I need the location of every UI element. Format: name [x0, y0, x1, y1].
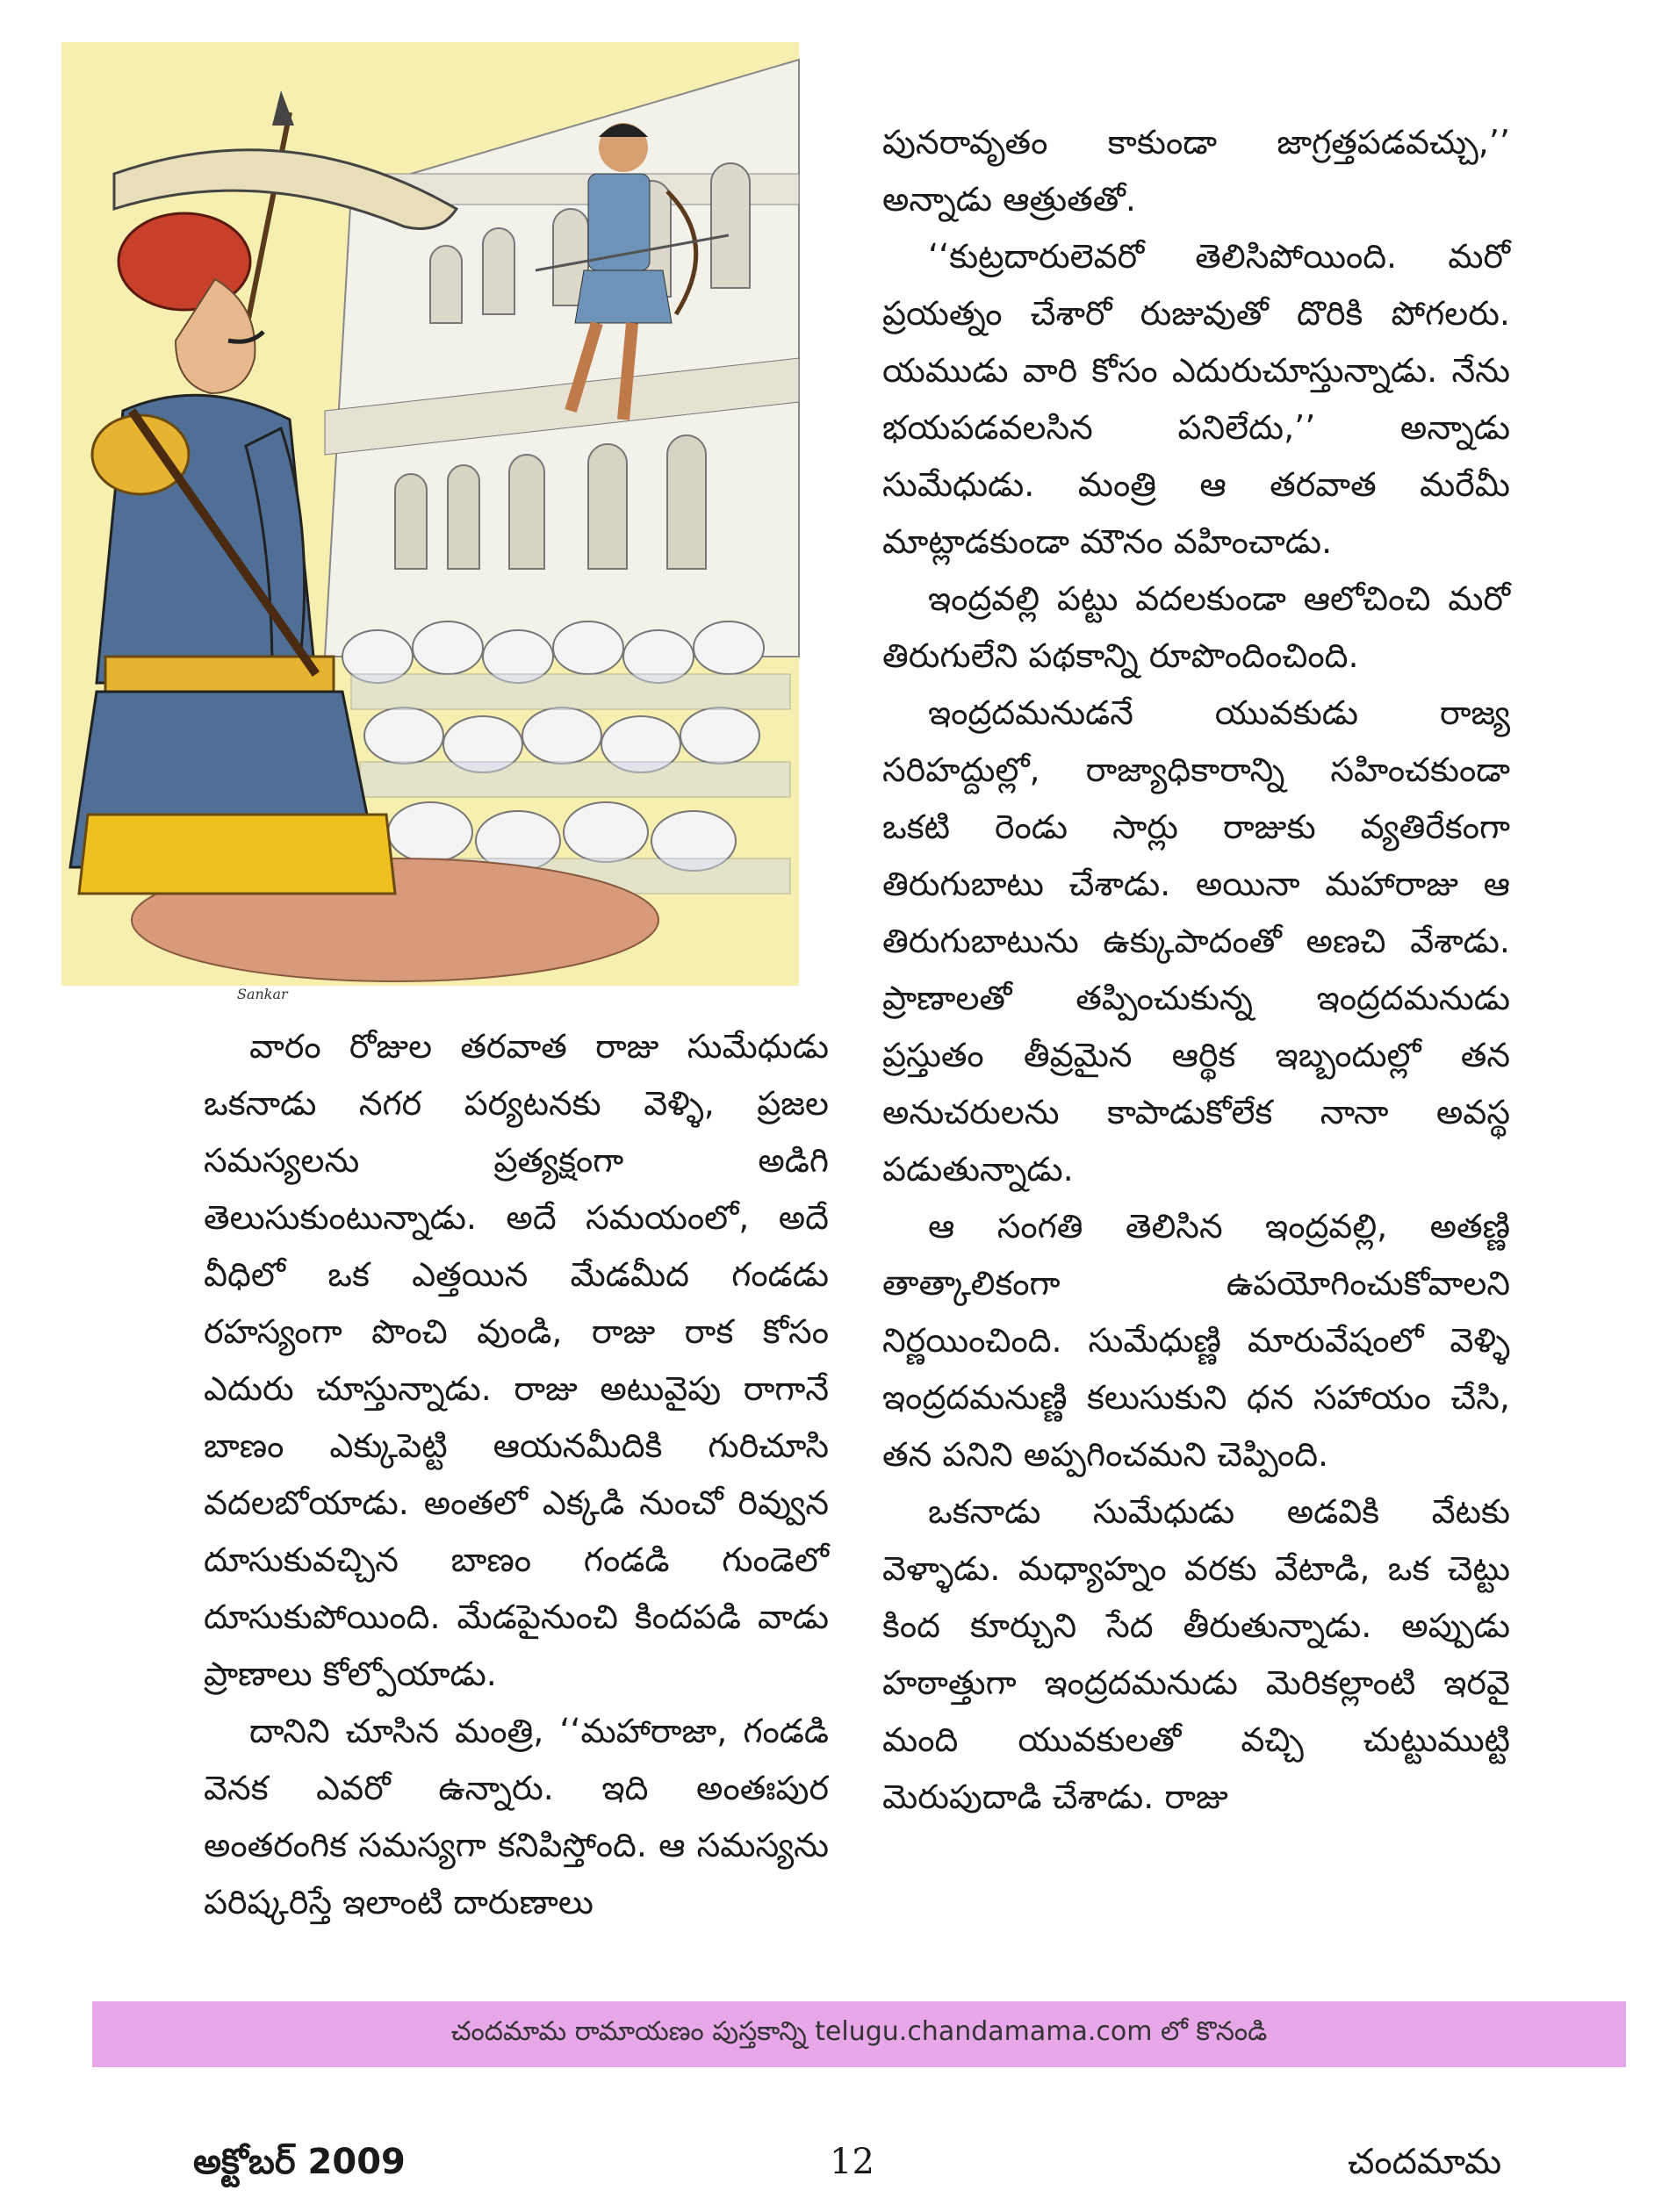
- issue-date: అక్టోబర్ 2009: [193, 2142, 406, 2182]
- artist-signature: Sankar: [237, 986, 288, 1002]
- paragraph: ఒకనాడు సుమేధుడు అడవికి వేటకు వెళ్ళాడు. మధ్యాహ్నం వరకు వేటాడి, ఒక చెట్టు కింద కూర్చుని సేద తీరుతున్నాడు. అప్పుడు హఠాత్తుగా ఇంద్రదమనుడు మెరికల్లాంటి ఇరవై మంది యువకులతో వచ్చి చుట్టుముట్టి మెరుపుదాడి చేశాడు. రాజు: [882, 1492, 1510, 1816]
- magazine-name: చందమామ: [1348, 2142, 1502, 2182]
- paragraph: వారం రోజుల తరవాత రాజు సుమేధుడు ఒకనాడు నగర పర్యటనకు వెళ్ళి, ప్రజల సమస్యలను ప్రత్యక్షంగా అడిగి తెలుసుకుంటున్నాడు. అదే సమయంలో, అదే వీధిలో ఒక ఎత్తయిన మేడమీద గండడు రహస్యంగా పొంచి వుండి, రాజు రాక కోసం ఎదురు చూస్తున్నాడు. రాజు అటువైపు రాగానే బాణం ఎక్కుపెట్టి ఆయనమీదికి గురిచూసి వదలబోయాడు. అంతలో ఎక్కడి నుంచో రివ్వున దూసుకువచ్చిన బాణం గండడి గుండెలో దూసుకుపోయింది. మేడపైనుంచి కిందపడి వాడు ప్రాణాలు కోల్పోయాడు.: [204, 1027, 829, 1693]
- story-illustration: [61, 42, 799, 1002]
- right-text-column: [882, 114, 1510, 1826]
- paragraph: ఆ సంగతి తెలిసిన ఇంద్రవల్లి, అతణ్ణి తాత్కాలికంగా ఉపయోగించుకోవాలని నిర్ణయించింది. సుమేధుణ్ణి మారువేషంలో వెళ్ళి ఇంద్రదమనుణ్ణి కలుసుకుని ధన సహాయం చేసి, తన పనిని అప్పగించమని చెప్పింది.: [882, 1207, 1510, 1474]
- king-and-archer-illustration-icon: [61, 42, 799, 986]
- paragraph: ‘‘కుట్రదారులెవరో తెలిసిపోయింది. మరో ప్రయత్నం చేశారో రుజువుతో దొరికి పోగలరు. యముడు వారి కోసం ఎదురుచూస్తున్నాడు. నేను భయపడవలసిన పనిలేదు,’’ అన్నాడు సుమేధుడు. మంత్రి ఆ తరవాత మరేమీ మాట్లాడకుండా మౌనం వహించాడు.: [882, 237, 1510, 561]
- promo-banner-text: చందమామ రామాయణం పుస్తకాన్ని telugu.chandamama.com లో కొనండి: [450, 2015, 1268, 2047]
- page-number: 12: [830, 2142, 874, 2182]
- paragraph: దానిని చూసిన మంత్రి, ‘‘మహారాజా, గండడి వెనక ఎవరో ఉన్నారు. ఇది అంతఃపుర అంతరంగిక సమస్యగా కనిపిస్తోంది. ఆ సమస్యను పరిష్కరిస్తే ఇలాంటి దారుణాలు: [204, 1712, 829, 1921]
- paragraph: ఇంద్రదమనుడనే యువకుడు రాజ్య సరిహద్దుల్లో, రాజ్యాధికారాన్ని సహించకుండా ఒకటి రెండు సార్లు రాజుకు వ్యతిరేకంగా తిరుగుబాటు చేశాడు. అయినా మహారాజు ఆ తిరుగుబాటును ఉక్కుపాదంతో అణచి వేశాడు. ప్రాణాలతో తప్పించుకున్న ఇంద్రదమనుడు ప్రస్తుతం తీవ్రమైన ఆర్థిక ఇబ్బందుల్లో తన అనుచరులను కాపాడుకోలేక నానా అవస్థ పడుతున్నాడు.: [882, 693, 1510, 1189]
- left-text-column: [204, 1018, 829, 1931]
- paragraph: ఇంద్రవల్లి పట్టు వదలకుండా ఆలోచించి మరో తిరుగులేని పథకాన్ని రూపొందించింది.: [882, 579, 1510, 675]
- paragraph: పునరావృతం కాకుండా జాగ్రత్తపడవచ్చు,’’ అన్నాడు ఆత్రుతతో.: [882, 123, 1510, 219]
- promo-banner: [92, 2001, 1626, 2067]
